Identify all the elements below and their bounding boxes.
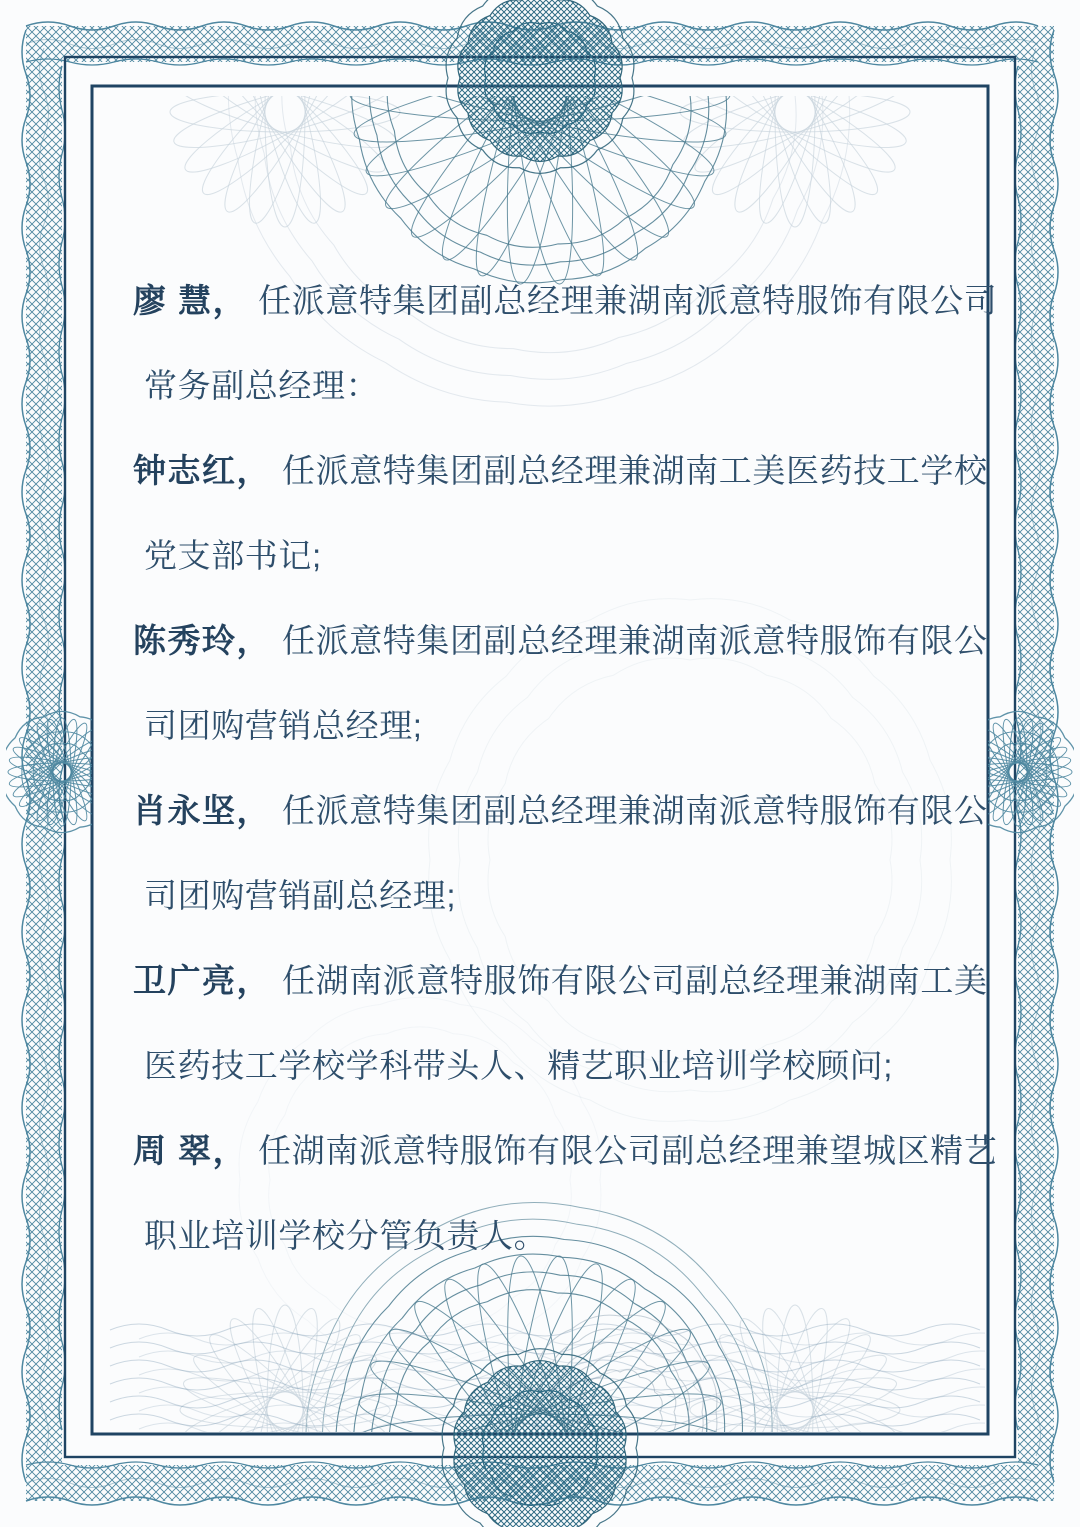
text-line: [133, 341, 963, 426]
text-line: [133, 936, 988, 1021]
person-name: 肖永坚，: [133, 792, 271, 829]
appointment-text: 司团购营销副总经理;: [144, 877, 457, 914]
text-line: [133, 851, 963, 936]
text-line: [133, 1191, 963, 1276]
appointment-text: 任派意特集团副总经理兼湖南派意特服饰有限公司: [258, 282, 998, 319]
person-name: 钟志红，: [133, 452, 271, 489]
text-line: [133, 1106, 998, 1191]
text-line: [133, 511, 963, 596]
appointment-text: 党支部书记;: [144, 537, 322, 574]
certificate-text: [133, 256, 998, 1276]
text-line: [133, 256, 998, 341]
top-rosette: [446, 0, 634, 173]
bottom-rosette: [442, 1349, 638, 1527]
person-name: 廖 慧，: [133, 282, 248, 319]
text-line: [133, 596, 988, 681]
text-line: [133, 766, 988, 851]
appointment-text: 任派意特集团副总经理兼湖南派意特服饰有限公: [282, 792, 988, 829]
appointment-text: 常务副总经理：: [144, 367, 380, 404]
appointment-text: 任派意特集团副总经理兼湖南派意特服饰有限公: [282, 622, 988, 659]
appointment-text: 医药技工学校学科带头人、精艺职业培训学校顾问;: [144, 1047, 893, 1084]
appointment-text: 任派意特集团副总经理兼湖南工美医药技工学校: [282, 452, 988, 489]
appointment-text: 任湖南派意特服饰有限公司副总经理兼湖南工美: [282, 962, 988, 999]
appointment-text: 司团购营销总经理;: [144, 707, 423, 744]
person-name: 周 翠，: [133, 1132, 248, 1169]
appointment-text: 职业培训学校分管负责人。: [144, 1217, 548, 1254]
person-name: 卫广亮，: [133, 962, 271, 999]
appointment-text: 任湖南派意特服饰有限公司副总经理兼望城区精艺: [258, 1132, 998, 1169]
text-line: [133, 426, 988, 511]
person-name: 陈秀玲，: [133, 622, 271, 659]
text-line: [133, 681, 963, 766]
text-line: [133, 1021, 963, 1106]
